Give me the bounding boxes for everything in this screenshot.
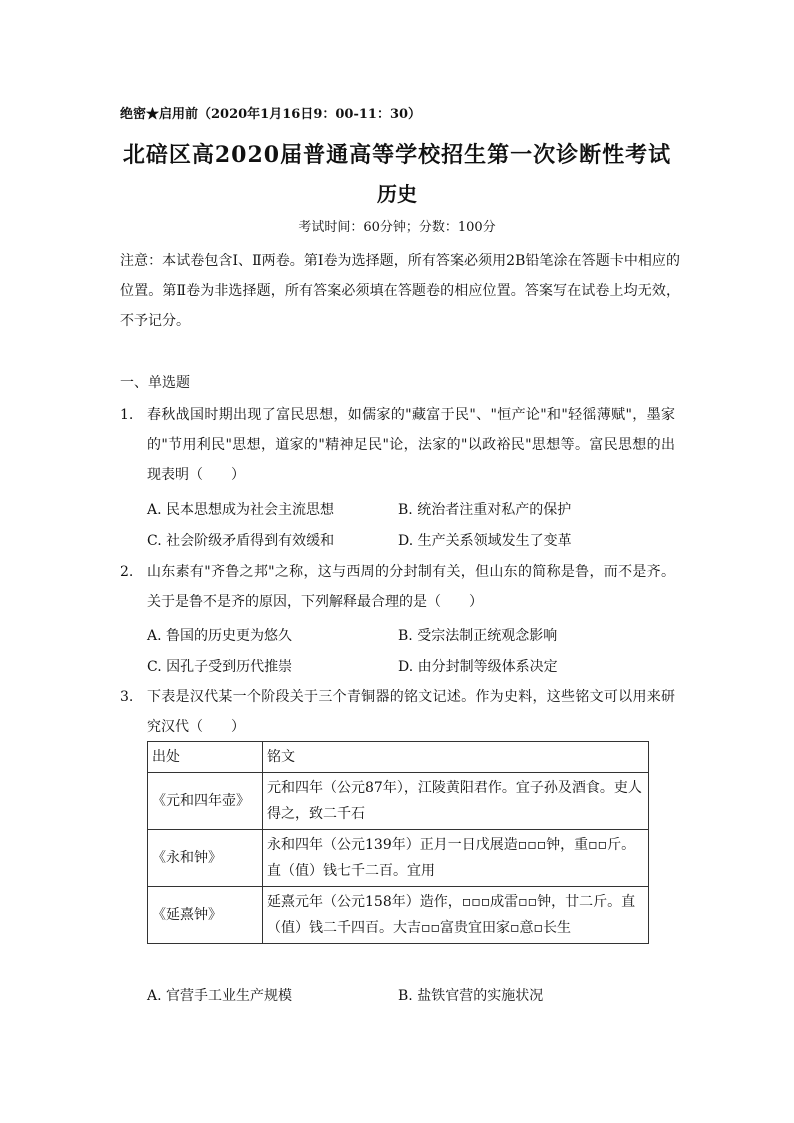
question-number: 2.: [120, 564, 134, 580]
option-c: C. 因孔子受到历代推崇: [147, 659, 293, 675]
option-b: B. 统治者注重对私产的保护: [398, 502, 572, 518]
option-c: C. 社会阶级矛盾得到有效缓和: [147, 533, 335, 549]
question-text: 春秋战国时期出现了富民思想，如儒家的"藏富于民"、"恒产论"和"轻徭薄赋"，墨家的"节用利民"思想，道家的"精神足民"论，法家的"以政裕民"思想等。富民思想的出现表明（ ）: [147, 407, 675, 483]
option-b: B. 受宗法制正统观念影响: [398, 628, 558, 644]
table-header-row: [148, 742, 649, 773]
exam-meta: 考试时间：60分钟；分数：100分: [298, 220, 496, 235]
table-cell-inscription: 元和四年（公元87年），江陵黄阳君作。宜子孙及酒食。吏人得之，致二千石: [263, 773, 649, 830]
table-cell-inscription: 延熹元年（公元158年）造作，▫▫▫成雷▫▫钟，廿二斤。直（值）钱二千四百。大吉▫▫富贵宜田家▫意▫长生: [263, 887, 649, 944]
table-cell-source: 《永和钟》: [148, 830, 263, 887]
question-text: 山东素有"齐鲁之邦"之称，这与西周的分封制有关，但山东的简称是鲁，而不是齐。关于是鲁不是齐的原因，下列解释最合理的是（ ）: [147, 564, 675, 610]
confidential-header: 绝密★启用前（2020年1月16日9：00-11：30）: [120, 107, 422, 122]
table-row: [148, 830, 649, 887]
option-b: B. 盐铁官营的实施状况: [398, 988, 544, 1004]
section-title: 一、单选题: [120, 375, 190, 391]
question-text: 下表是汉代某一个阶段关于三个青铜器的铭文记述。作为史料，这些铭文可以用来研究汉代（ ）: [147, 689, 675, 735]
question-number: 1.: [120, 407, 134, 423]
option-d: D. 由分封制等级体系决定: [398, 659, 558, 675]
exam-notice: 注意：本试卷包含Ⅰ、Ⅱ两卷。第Ⅰ卷为选择题，所有答案必须用2B铅笔涂在答题卡中相应的位置。第Ⅱ卷为非选择题，所有答案必须填在答题卷的相应位置。答案写在试卷上均无效，不予记分。: [120, 253, 680, 329]
question-number: 3.: [120, 689, 134, 705]
option-a: A. 鲁国的历史更为悠久: [147, 628, 293, 644]
inscription-table: [147, 741, 649, 944]
table-header-cell: 铭文: [263, 742, 649, 773]
table-header-cell: 出处: [148, 742, 263, 773]
table-cell-source: 《延熹钟》: [148, 887, 263, 944]
option-a: A. 官营手工业生产规模: [147, 988, 293, 1004]
option-a: A. 民本思想成为社会主流思想: [147, 502, 335, 518]
table-cell-inscription: 永和四年（公元139年）正月一日戊展造▫▫▫钟，重▫▫斤。直（值）钱七千二百。宜用: [263, 830, 649, 887]
table-row: [148, 773, 649, 830]
table-row: [148, 887, 649, 944]
option-d: D. 生产关系领域发生了变革: [398, 533, 572, 549]
table-cell-source: 《元和四年壶》: [148, 773, 263, 830]
subject-title: 历史: [377, 182, 417, 206]
exam-title: 北碚区高2020届普通高等学校招生第一次诊断性考试: [122, 142, 672, 168]
